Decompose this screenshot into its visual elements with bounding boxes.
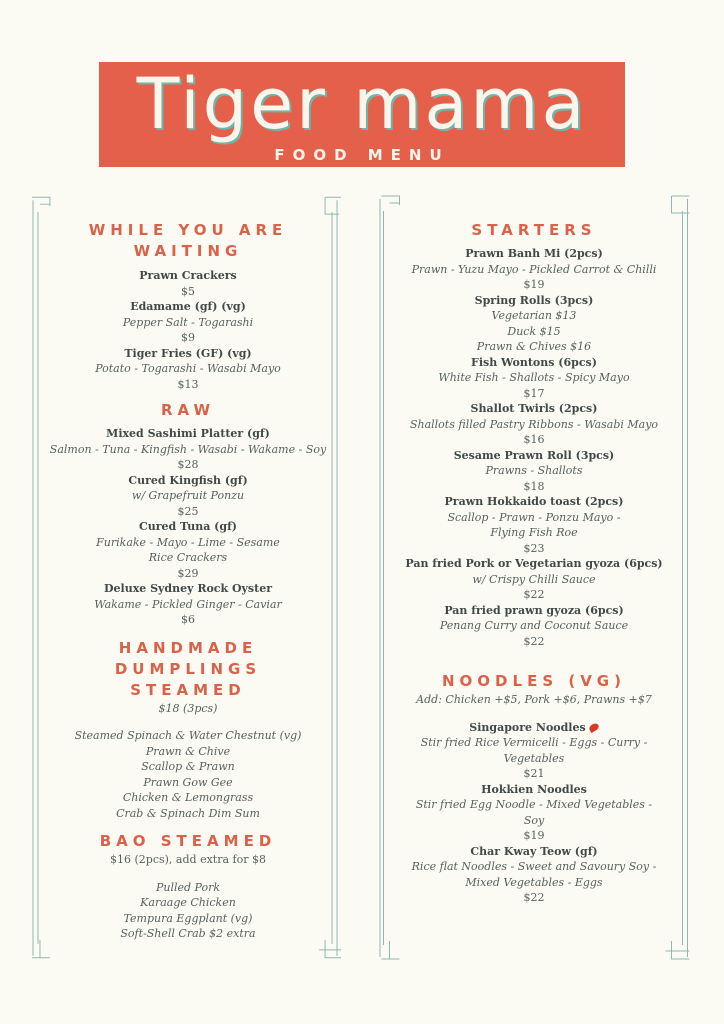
item-price: $13 (177, 377, 199, 391)
item-price: $28 (177, 458, 199, 471)
brand-subtitle: FOOD MENU (274, 146, 450, 164)
item-name-row (384, 720, 684, 736)
left-menu-panel (30, 193, 345, 963)
list-item: Tempura Eggplant (vg) (123, 911, 253, 925)
item-name: Cured Tuna (gf) (138, 520, 238, 533)
item-name: Fish Wontons (6pcs) (471, 355, 597, 369)
item-name: Cured Kingfish (gf) (128, 473, 248, 487)
raw-items (30, 426, 346, 628)
item-option: Vegetarian $13 (491, 309, 577, 322)
item-price: $5 (181, 284, 195, 298)
item-desc: Prawn - Yuzu Mayo - Pickled Carrot & Chilli (411, 262, 657, 276)
item-desc: Stir fried Egg Noodle - Mixed Vegetables - Soy (415, 798, 653, 827)
section-subtitle-bao: $16 (2pcs), add extra for $8 (110, 853, 266, 866)
list-item: Prawn & Chive (145, 744, 231, 758)
list-item: Steamed Spinach & Water Chestnut (vg) (74, 729, 302, 742)
item-name: Shallot Twirls (2pcs) (470, 402, 598, 415)
item-desc: Furikake - Mayo - Lime - Sesame Rice Crackers (96, 535, 280, 564)
list-item: Chicken & Lemongrass (122, 791, 254, 804)
item-price: $18 (523, 479, 545, 493)
item-desc: Stir fried Rice Vermicelli - Eggs - Curry - Vegetables (420, 736, 648, 765)
item-name: Sesame Prawn Roll (3pcs) (453, 448, 615, 462)
item-price: $9 (181, 331, 195, 344)
item-desc: Wakame - Pickled Ginger - Caviar (94, 597, 282, 611)
item-desc: Salmon - Tuna - Kingfish - Wasabi - Wakame - Soy (49, 442, 327, 456)
bao-items (30, 880, 346, 942)
item-option: Duck $15 (507, 324, 561, 338)
list-item: Prawn Gow Gee (143, 775, 233, 789)
item-price: $19 (523, 278, 545, 291)
item-price: $19 (523, 829, 545, 842)
item-desc: Pepper Salt - Togarashi (122, 315, 254, 329)
item-price: $22 (523, 588, 545, 601)
item-name: Prawn Banh Mi (2pcs) (465, 247, 603, 260)
section-subtitle-dumplings: $18 (3pcs) (158, 701, 218, 715)
item-name: Pan fried Pork or Vegetarian gyoza (6pcs) (405, 557, 663, 570)
item-desc: Scallop - Prawn - Ponzu Mayo - Flying Fish Roe (447, 510, 621, 539)
item-desc: w/ Grapefruit Ponzu (131, 489, 245, 502)
waiting-items (30, 268, 346, 392)
item-option: Prawn & Chives $16 (476, 340, 592, 353)
item-price: $23 (523, 541, 545, 555)
section-title-bao: BAO STEAMED (99, 832, 277, 850)
item-name: Prawn Crackers (139, 269, 237, 282)
noodle-items (378, 720, 690, 906)
list-item: Scallop & Prawn (141, 760, 235, 773)
brand-banner (99, 62, 625, 167)
section-title-starters: STARTERS (471, 221, 597, 239)
item-price: $22 (523, 891, 545, 904)
list-item: Pulled Pork (155, 880, 221, 894)
item-name: Char Kway Teow (gf) (470, 844, 598, 858)
list-item: Soft-Shell Crab $2 extra (120, 927, 256, 940)
item-name: Prawn Hokkaido toast (2pcs) (444, 495, 624, 508)
right-column (378, 220, 690, 906)
left-column (30, 220, 346, 942)
list-item: Karaage Chicken (140, 896, 236, 909)
item-desc: White Fish - Shallots - Spicy Mayo (438, 371, 630, 384)
item-name: Mixed Sashimi Platter (gf) (106, 427, 270, 440)
right-menu-panel (378, 193, 693, 963)
item-price: $25 (177, 504, 199, 518)
item-desc: Potato - Togarashi - Wasabi Mayo (95, 362, 281, 375)
section-title-raw: RAW (160, 401, 216, 419)
item-name: Spring Rolls (3pcs) (474, 293, 594, 307)
dumpling-items (30, 728, 346, 821)
chili-icon (588, 722, 600, 733)
section-title-waiting: WHILE YOU ARE WAITING (88, 221, 288, 260)
item-price: $17 (523, 386, 545, 400)
item-desc: Penang Curry and Coconut Sauce (439, 619, 629, 632)
item-price: $6 (181, 613, 195, 626)
item-price: $22 (523, 634, 545, 648)
section-subtitle-noodles: Add: Chicken +$5, Pork +$6, Prawns +$7 (416, 693, 652, 706)
item-desc: w/ Crispy Chilli Sauce (472, 572, 596, 586)
item-price: $29 (177, 566, 199, 580)
item-name: Edamame (gf) (vg) (130, 300, 246, 313)
item-name: Singapore Noodles (469, 720, 586, 734)
starter-items (378, 246, 690, 649)
item-desc: Prawns - Shallots (485, 464, 583, 477)
item-desc: Shallots filled Pastry Ribbons - Wasabi Mayo (409, 417, 659, 431)
item-name: Pan fried prawn gyoza (6pcs) (444, 603, 624, 617)
item-name: Tiger Fries (GF) (vg) (124, 346, 252, 360)
list-item: Crab & Spinach Dim Sum (116, 806, 260, 820)
item-price: $16 (523, 433, 545, 446)
item-desc: Rice flat Noodles - Sweet and Savoury Soy - Mixed Vegetables - Eggs (411, 860, 657, 889)
item-name: Hokkien Noodles (481, 782, 587, 796)
section-title-dumplings: HANDMADE DUMPLINGS STEAMED (114, 638, 262, 699)
item-name: Deluxe Sydney Rock Oyster (103, 582, 272, 595)
section-title-noodles: NOODLES (VG) (442, 672, 626, 690)
item-price: $21 (523, 767, 545, 780)
brand-logo: Tiger mama (136, 63, 588, 145)
